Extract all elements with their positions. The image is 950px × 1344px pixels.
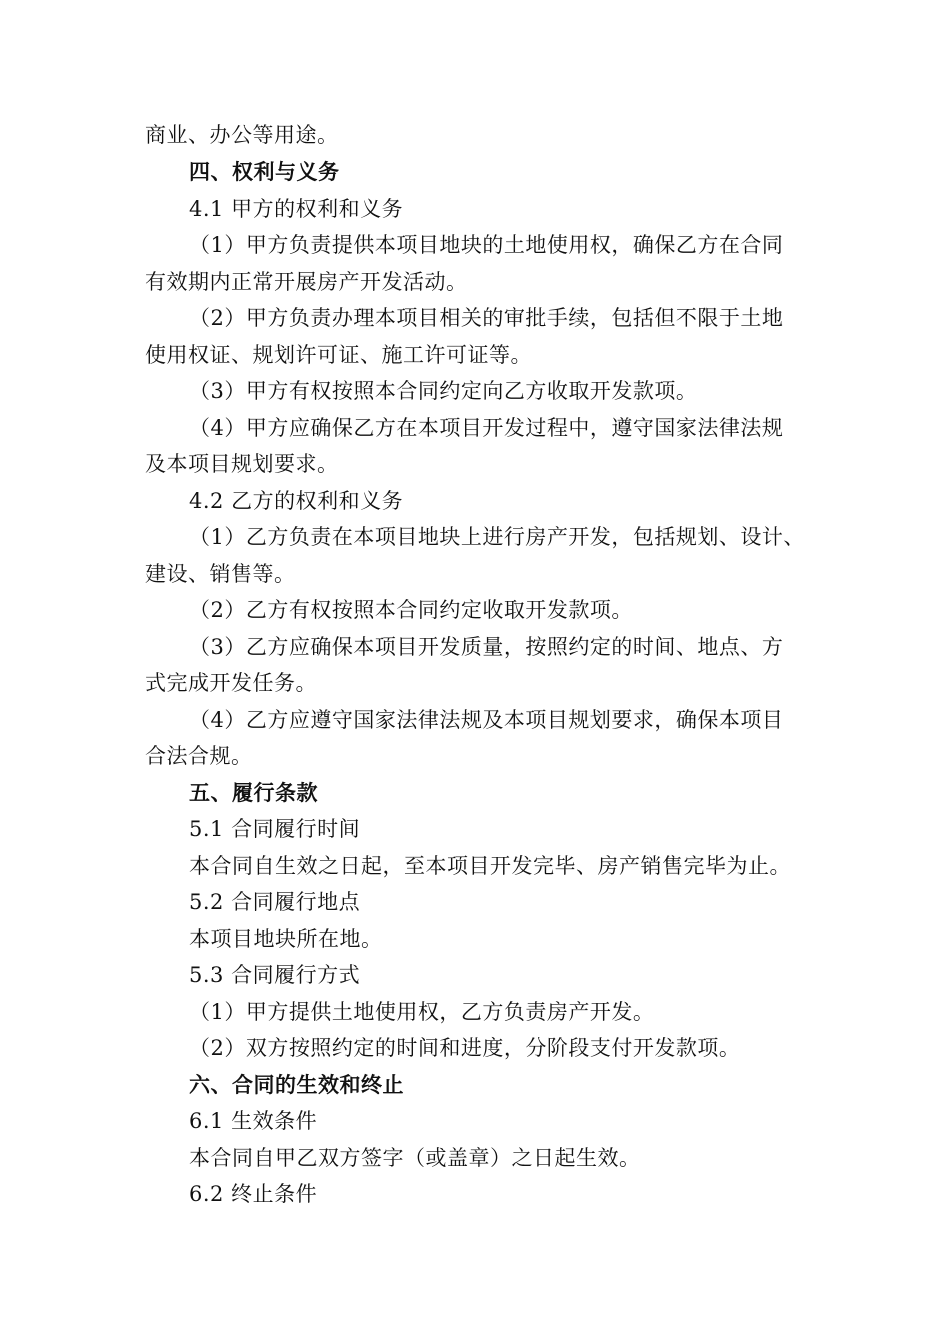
text-line: 合法合规。 [145, 744, 253, 768]
list-item: （4）乙方应遵守国家法律法规及本项目规划要求，确保本项目 [189, 708, 784, 732]
list-item: （3）乙方应确保本项目开发质量，按照约定的时间、地点、方 [189, 635, 784, 659]
text-line: 使用权证、规划许可证、施工许可证等。 [145, 343, 532, 367]
subsection-title: 5.3 合同履行方式 [189, 963, 361, 987]
list-item: （2）双方按照约定的时间和进度，分阶段支付开发款项。 [189, 1036, 741, 1060]
text-line: 商业、办公等用途。 [145, 123, 339, 147]
text-line: 有效期内正常开展房产开发活动。 [145, 270, 468, 294]
text-line: 式完成开发任务。 [145, 671, 317, 695]
list-item: （1）甲方负责提供本项目地块的土地使用权，确保乙方在合同 [189, 233, 784, 257]
list-item: （2）甲方负责办理本项目相关的审批手续，包括但不限于土地 [189, 306, 784, 330]
text-line: 本项目地块所在地。 [189, 927, 383, 951]
text-line: 本合同自甲乙双方签字（或盖章）之日起生效。 [189, 1146, 641, 1170]
text-line: 及本项目规划要求。 [145, 452, 339, 476]
subsection-title: 5.2 合同履行地点 [189, 890, 361, 914]
section-heading: 六、合同的生效和终止 [189, 1073, 404, 1097]
text-line: 本合同自生效之日起，至本项目开发完毕、房产销售完毕为止。 [189, 854, 791, 878]
subsection-title: 4.1 甲方的权利和义务 [189, 197, 404, 221]
list-item: （3）甲方有权按照本合同约定向乙方收取开发款项。 [189, 379, 698, 403]
text-line: 建设、销售等。 [145, 562, 296, 586]
subsection-title: 4.2 乙方的权利和义务 [189, 489, 404, 513]
list-item: （2）乙方有权按照本合同约定收取开发款项。 [189, 598, 633, 622]
subsection-title: 6.2 终止条件 [189, 1182, 318, 1206]
section-heading: 四、权利与义务 [189, 160, 340, 184]
list-item: （4）甲方应确保乙方在本项目开发过程中，遵守国家法律法规 [189, 416, 784, 440]
section-heading: 五、履行条款 [189, 781, 318, 805]
subsection-title: 5.1 合同履行时间 [189, 817, 361, 841]
list-item: （1）甲方提供土地使用权，乙方负责房产开发。 [189, 1000, 655, 1024]
subsection-title: 6.1 生效条件 [189, 1109, 318, 1133]
list-item: （1）乙方负责在本项目地块上进行房产开发，包括规划、设计、 [189, 525, 805, 549]
